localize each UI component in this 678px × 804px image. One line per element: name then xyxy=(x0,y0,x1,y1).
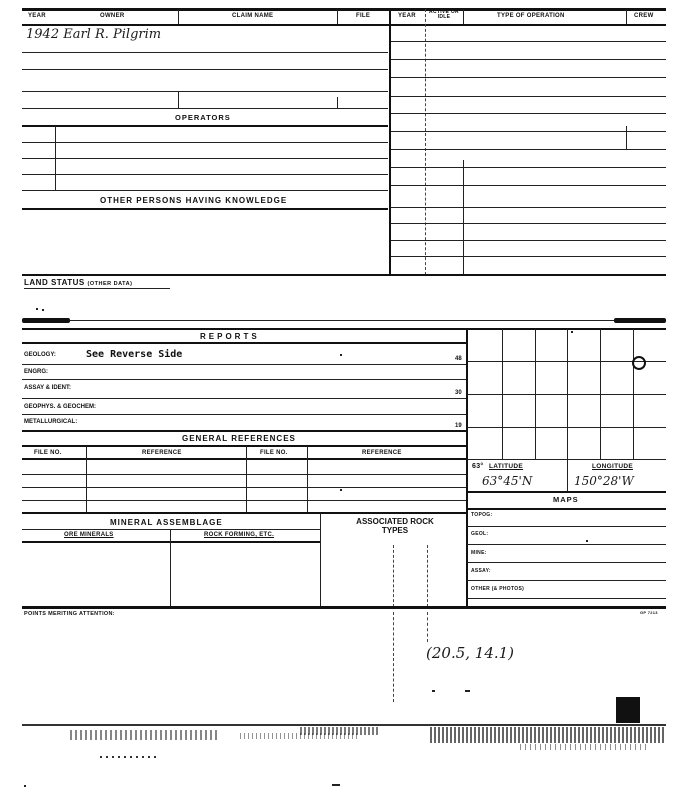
land-status-label xyxy=(24,278,132,287)
geology-value: See Reverse Side xyxy=(86,349,183,360)
lat-prefix: 63° xyxy=(472,463,484,470)
associated-rock-types: ASSOCIATED ROCK TYPES xyxy=(356,517,434,535)
ref-reference-1: REFERENCE xyxy=(142,450,182,456)
maps-other: OTHER (& PHOTOS) xyxy=(471,586,525,592)
operators-title: OPERATORS xyxy=(175,113,231,122)
maps-title: MAPS xyxy=(553,495,579,504)
land-status-main: LAND STATUS xyxy=(24,278,85,287)
metallurgical-num: 19 xyxy=(455,423,462,429)
geology-num: 48 xyxy=(455,356,462,362)
assay-num: 30 xyxy=(455,390,462,396)
maps-assay: ASSAY: xyxy=(471,568,491,574)
mineral-assemblage-title: MINERAL ASSEMBLAGE xyxy=(110,518,223,527)
other-persons-title: OTHER PERSONS HAVING KNOWLEDGE xyxy=(100,196,288,205)
maps-topog: TOPOG: xyxy=(471,512,493,518)
latitude-label: LATITUDE xyxy=(489,463,524,470)
coords-note: (20.5, 14.1) xyxy=(426,644,515,662)
land-status-sub: (OTHER DATA) xyxy=(87,281,133,287)
year-header: YEAR xyxy=(28,13,46,19)
assay-ident-label: ASSAY & IDENT: xyxy=(24,385,72,391)
rock-forming-header: ROCK FORMING, ETC. xyxy=(204,532,275,538)
claim-entry-handwritten: 1942 Earl R. Pilgrim xyxy=(26,27,162,42)
geophys-label: GEOPHYS. & GEOCHEM: xyxy=(24,404,97,410)
black-square xyxy=(616,697,640,723)
claim-name-header: CLAIM NAME xyxy=(232,13,274,19)
ore-minerals-header: ORE MINERALS xyxy=(64,532,114,538)
type-of-operation-header: TYPE OF OPERATION xyxy=(497,13,565,19)
maps-mine: MINE: xyxy=(471,550,487,556)
circle-mark xyxy=(632,356,646,370)
points-meriting-attention: POINTS MERITING ATTENTION: xyxy=(24,611,115,617)
owner-header: OWNER xyxy=(100,13,125,19)
ref-file-no-1: FILE NO. xyxy=(34,450,62,456)
reports-title: REPORTS xyxy=(200,332,260,341)
crew-header: CREW xyxy=(634,13,654,19)
metallurgical-label: METALLURGICAL: xyxy=(24,419,78,425)
active-idle-header: ACTIVE OR IDLE xyxy=(429,9,459,20)
ref-reference-2: REFERENCE xyxy=(362,450,402,456)
general-references-title: GENERAL REFERENCES xyxy=(182,434,296,443)
geology-label: GEOLOGY: xyxy=(24,352,56,358)
ref-file-no-2: FILE NO. xyxy=(260,450,288,456)
engrg-label: ENGRG: xyxy=(24,369,48,375)
form-number: GP 7213 xyxy=(640,610,658,615)
year2-header: YEAR xyxy=(398,13,416,19)
maps-geol: GEOL: xyxy=(471,531,489,537)
file-header: FILE xyxy=(356,13,371,19)
longitude-value: 150°28'W xyxy=(574,474,634,488)
latitude-value: 63°45'N xyxy=(482,474,533,488)
longitude-label: LONGITUDE xyxy=(592,463,633,470)
